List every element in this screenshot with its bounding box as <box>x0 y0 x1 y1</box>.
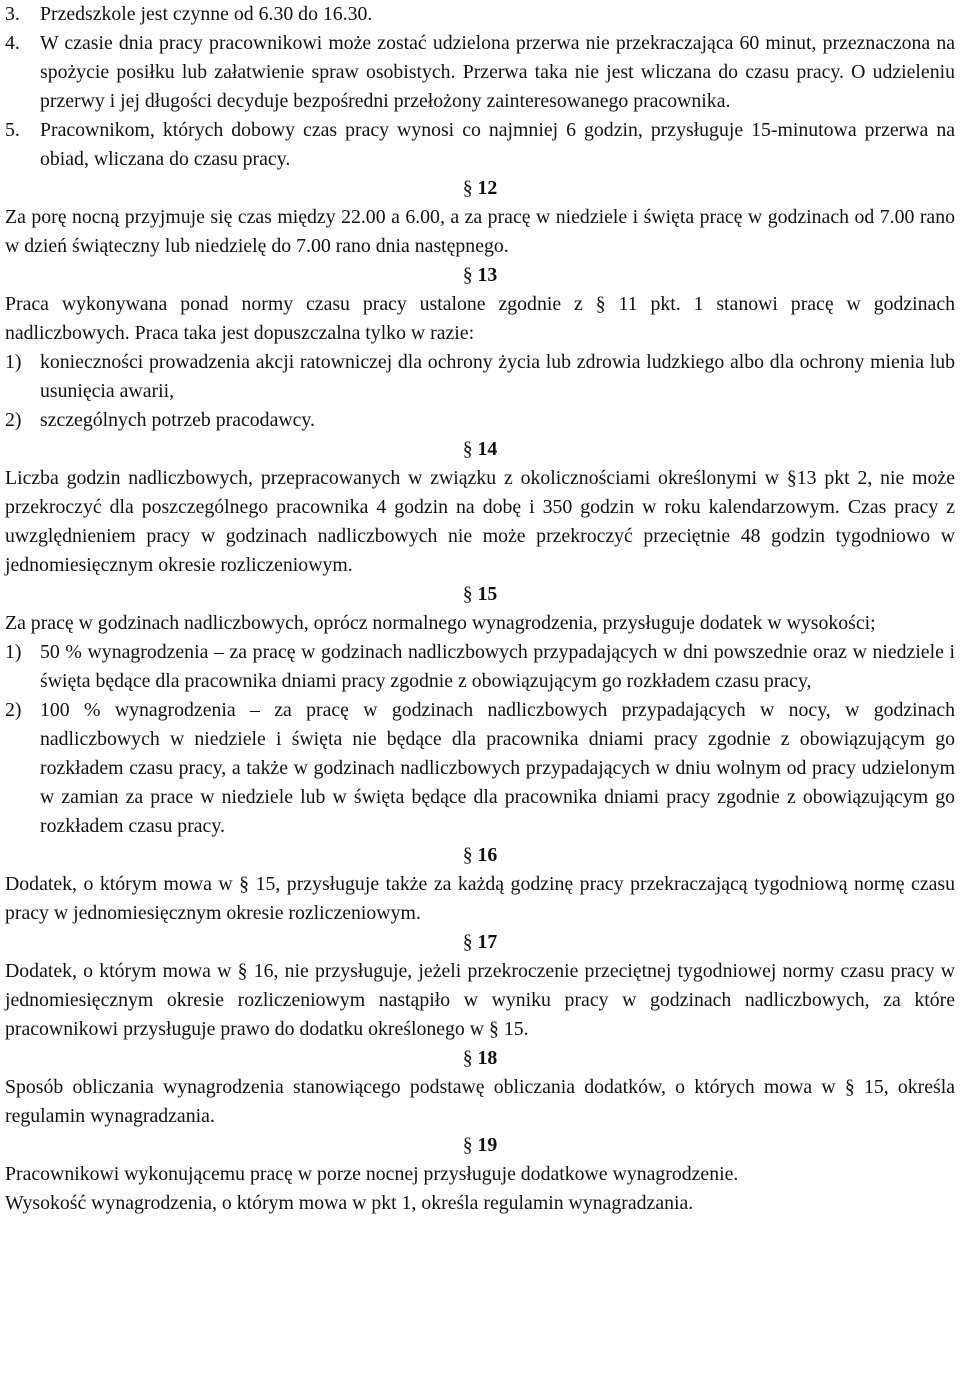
section-heading <box>5 841 955 870</box>
section-16 <box>5 841 955 928</box>
list-item <box>5 116 955 174</box>
section-text: Za porę nocną przyjmuje się czas między 22.00 a 6.00, a za pracę w niedziele i święta pracę w godzinach od 7.00 rano w dzień świąteczny lub niedzielę do 7.00 rano dnia następnego. <box>5 206 955 257</box>
section-symbol: § <box>462 438 473 460</box>
section-text: Dodatek, o którym mowa w § 16, nie przysługuje, jeżeli przekroczenie przeciętnej tygodniowej normy czasu pracy w jednomiesięcznym okresie rozliczeniowym nastąpiło w wyniku pracy w godzinach nadliczbowych, za które pracownikowi przysługuje prawo do dodatku określonego w § 15. <box>5 960 955 1040</box>
list-item-text: konieczności prowadzenia akcji ratowniczej dla ochrony życia lub zdrowia ludzkiego albo dla ochrony mienia lub usunięcia awarii, <box>40 351 955 402</box>
section-heading <box>5 261 955 290</box>
list-item-text: 100 % wynagrodzenia – za pracę w godzinach nadliczbowych przypadających w nocy, w godzinach nadliczbowych w niedziele i święta nie będące dla pracownika dniami pracy zgodnie z obowiązującym go rozkładem czasu pracy, a także w godzinach nadliczbowych przypadających w dniu wolnym od pracy udzielonym w zamian za prace w niedziele lub w święta będące dla pracownika dniami pracy zgodnie z obowiązującym go rozkładem czasu pracy. <box>40 699 955 837</box>
section-number: 17 <box>477 931 498 953</box>
section-text: Praca wykonywana ponad normy czasu pracy ustalone zgodnie z § 11 pkt. 1 stanowi pracę w godzinach nadliczbowych. Praca taka jest dopuszczalna tylko w razie: <box>5 293 955 344</box>
list-marker: 5. <box>5 119 20 141</box>
section-text: Dodatek, o którym mowa w § 15, przysługuje także za każdą godzinę pracy przekraczającą tygodniową normę czasu pracy w jednomiesięcznym okresie rozliczeniowym. <box>5 873 955 924</box>
section-14 <box>5 435 955 580</box>
section-number: 13 <box>477 264 498 286</box>
list-item-text: 50 % wynagrodzenia – za pracę w godzinach nadliczbowych przypadających w dni powszednie oraz w niedziele i święta będące dla pracownika dniami pracy zgodnie z obowiązującym go rozkładem czasu pracy, <box>40 641 955 692</box>
list-marker: 1) <box>5 351 22 373</box>
list-item <box>5 29 955 116</box>
section-symbol: § <box>462 583 473 605</box>
section-heading <box>5 580 955 609</box>
section-12 <box>5 174 955 261</box>
section-symbol: § <box>462 931 473 953</box>
list-item <box>5 406 955 435</box>
intro-list <box>5 0 955 174</box>
section-heading <box>5 1044 955 1073</box>
list-marker: 2) <box>5 409 22 431</box>
section-symbol: § <box>462 844 473 866</box>
list-item <box>5 348 955 406</box>
section-text: Sposób obliczania wynagrodzenia stanowiącego podstawę obliczania dodatków, o których mowa w § 15, określa regulamin wynagradzania. <box>5 1076 955 1127</box>
section-symbol: § <box>462 264 473 286</box>
section-heading <box>5 928 955 957</box>
list-marker: 2) <box>5 699 22 721</box>
section-19 <box>5 1131 955 1218</box>
section-heading <box>5 174 955 203</box>
section-text: Liczba godzin nadliczbowych, przepracowanych w związku z okolicznościami określonymi w §13 pkt 2, nie może przekroczyć dla poszczególnego pracownika 4 godzin na dobę i 350 godzin w roku kalendarzowym. Czas pracy z uwzględnieniem pracy w godzinach nadliczbowych nie może przekroczyć przeciętnie 48 godzin tygodniowo w jednomiesięcznym okresie rozliczeniowym. <box>5 467 955 576</box>
section-heading <box>5 1131 955 1160</box>
section-text-line: Wysokość wynagrodzenia, o którym mowa w pkt 1, określa regulamin wynagradzania. <box>5 1192 694 1214</box>
section-18 <box>5 1044 955 1131</box>
section-symbol: § <box>462 1047 473 1069</box>
list-marker: 4. <box>5 32 20 54</box>
section-text: Za pracę w godzinach nadliczbowych, oprócz normalnego wynagrodzenia, przysługuje dodatek w wysokości; <box>5 612 876 634</box>
section-number: 14 <box>477 438 498 460</box>
list-item-text: szczególnych potrzeb pracodawcy. <box>40 409 315 431</box>
section-number: 19 <box>477 1134 498 1156</box>
section-number: 12 <box>477 177 498 199</box>
section-13 <box>5 261 955 435</box>
section-number: 16 <box>477 844 498 866</box>
list-item-text: W czasie dnia pracy pracownikowi może zostać udzielona przerwa nie przekraczająca 60 minut, przeznaczona na spożycie posiłku lub załatwienie spraw osobistych. Przerwa taka nie jest wliczana do czasu pracy. O udzieleniu przerwy i jej długości decyduje bezpośredni przełożony zainteresowanego pracownika. <box>40 32 955 112</box>
list-item <box>5 0 955 29</box>
section-symbol: § <box>462 177 473 199</box>
section-symbol: § <box>462 1134 473 1156</box>
section-number: 18 <box>477 1047 498 1069</box>
list-item <box>5 696 955 841</box>
section-17 <box>5 928 955 1044</box>
list-item-text: Pracownikom, których dobowy czas pracy wynosi co najmniej 6 godzin, przysługuje 15-minutowa przerwa na obiad, wliczana do czasu pracy. <box>40 119 955 170</box>
list-item <box>5 638 955 696</box>
section-number: 15 <box>477 583 498 605</box>
section-text-line: Pracownikowi wykonującemu pracę w porze nocnej przysługuje dodatkowe wynagrodzenie. <box>5 1163 739 1185</box>
list-marker: 3. <box>5 3 20 25</box>
section-heading <box>5 435 955 464</box>
section-15 <box>5 580 955 841</box>
list-marker: 1) <box>5 641 22 663</box>
list-item-text: Przedszkole jest czynne od 6.30 do 16.30. <box>40 3 373 25</box>
